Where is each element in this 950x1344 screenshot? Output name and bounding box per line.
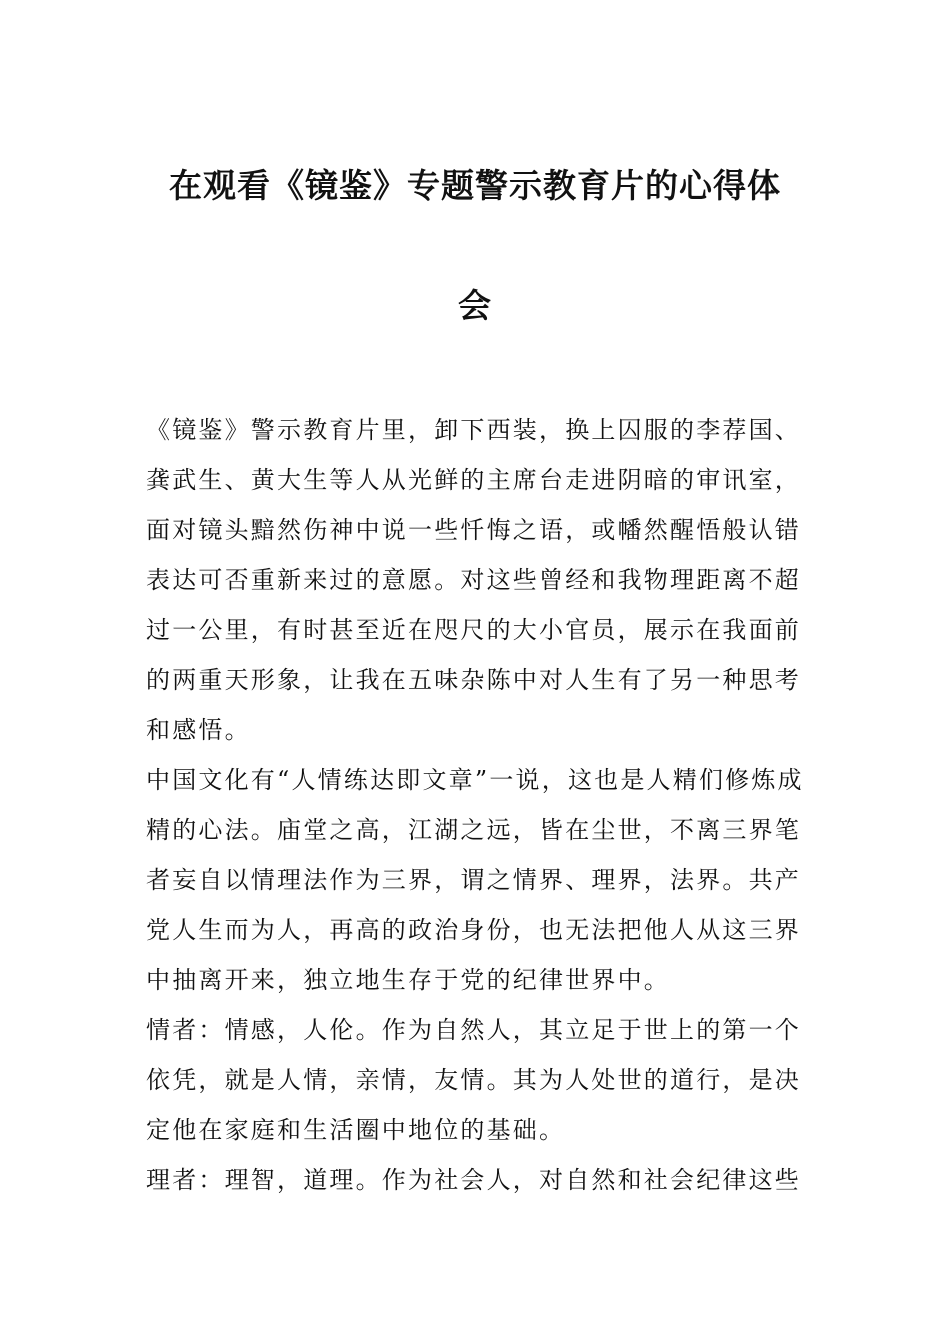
paragraph: 理者：理智，道理。作为社会人，对自然和社会纪律这些 <box>146 1166 801 1194</box>
title-line-2: 会 <box>458 286 492 325</box>
paragraph: 中国文化有“人情练达即文章”一说，这也是人精们修炼成精的心法。庙堂之高，江湖之远，皆在尘世，不离三界笔者妄自以情理法作为三界，谓之情界、理界，法界。共产党人生而为人，再高的政治身份，也无法把他人从这三界中抽离开来，独立地生存于党的纪律世界中。 <box>146 766 804 994</box>
paragraph: 情者：情感，人伦。作为自然人，其立足于世上的第一个依凭，就是人情，亲情，友情。其为人处世的道行，是决定他在家庭和生活圈中地位的基础。 <box>146 1016 801 1144</box>
document-body <box>146 405 806 1205</box>
paragraph: 《镜鉴》警示教育片里，卸下西装，换上囚服的李荐国、龚武生、黄大生等人从光鲜的主席台走进阴暗的审讯室，面对镜头黯然伤神中说一些忏悔之语，或幡然醒悟般认错表达可否重新来过的意愿。对这些曾经和我物理距离不超过一公里，有时甚至近在咫尺的大小官员，展示在我面前的两重天形象，让我在五味杂陈中对人生有了另一种思考和感悟。 <box>146 416 801 744</box>
title-line-1: 在观看《镜鉴》专题警示教育片的心得体 <box>169 166 781 205</box>
